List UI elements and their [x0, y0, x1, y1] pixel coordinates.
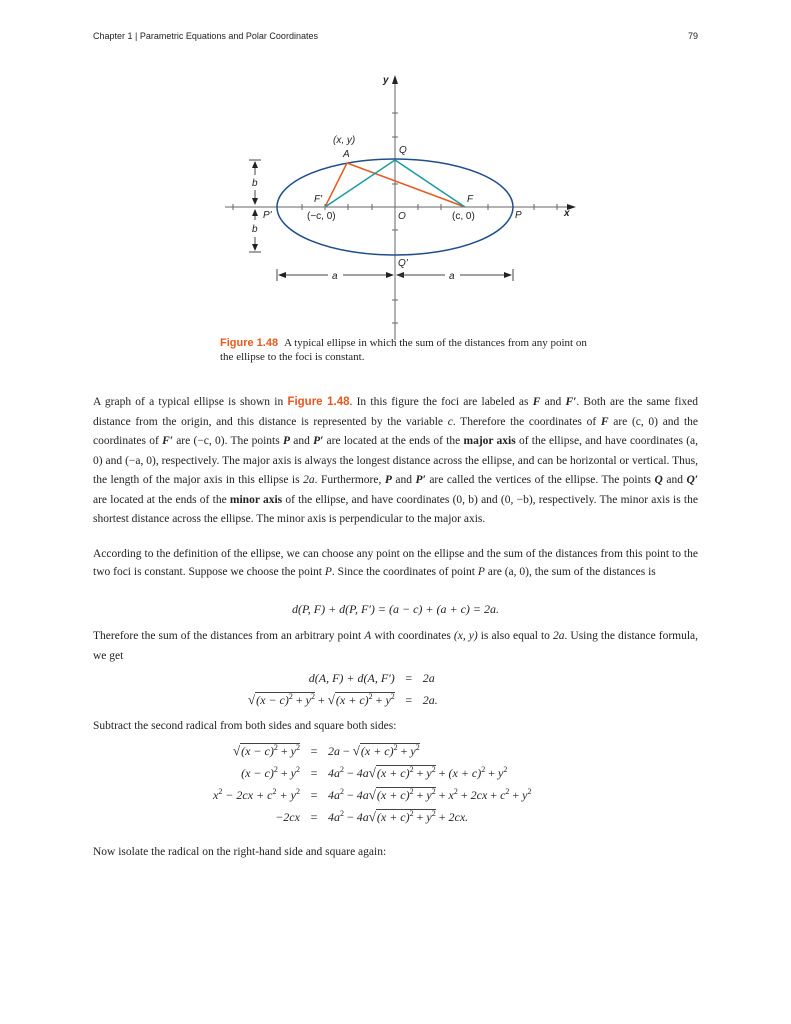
focus-f-coords-label: (c, 0) [452, 211, 475, 222]
vertex-p-prime-label: P' [263, 210, 272, 221]
figure-caption [220, 336, 600, 364]
point-q-label: Q [399, 145, 407, 156]
y-axis-label: y [383, 75, 389, 86]
figure-label: Figure 1.48 [220, 337, 279, 349]
semi-minor-bottom-label: b [252, 224, 258, 235]
term-major-axis: major axis [463, 435, 516, 447]
point-q-prime-label: Q' [398, 258, 408, 269]
origin-label: O [398, 211, 406, 222]
paragraph-subtract-radical: Subtract the second radical from both sides and square both sides: [93, 720, 397, 732]
paragraph-isolate-radical: Now isolate the radical on the right-hand side and square again: [93, 846, 387, 858]
x-axis-label: x [564, 208, 570, 219]
vertex-p-label: P [515, 210, 522, 221]
focus-f-prime-label: F' [314, 194, 323, 205]
focus-f-label: F [467, 194, 474, 205]
paragraph-ellipse-description: A graph of a typical ellipse is shown in Figure 1.48. In this figure the foci are labeled as F and F′. Both are the same fixed distance from the origin, and this distance is represented by the variable c. Therefore the coordinates of F are (c, 0) and the coordinates of F′ are (−c, 0). The points P and P′ are located at the ends of the major axis of the ellipse, and have coordinates (a, 0) and (−a, 0), respectively. The major axis is always the longest distance across the ellipse, and can be horizontal or vertical. Thus, the length of the major axis in this ellipse is 2a. Furthermore, P and P′ are called the vertices of the ellipse. The points Q and Q′ are located at the ends of the minor axis of the ellipse, and have coordinates (0, b) and (0, −b), respectively. The minor axis is the shortest distance across the ellipse. The minor axis is perpendicular to the major axis. [93, 396, 699, 525]
paragraph-definition: According to the definition of the ellipse, we can choose any point on the ellipse and the sum of the distances from this point to the two foci is constant. Suppose we choose the point P. Since the coordinates of point P are (a, 0), the sum of the distances is [93, 548, 698, 578]
page-number: 79 [687, 31, 698, 41]
y-axis-arrow-icon [392, 75, 398, 84]
figure-reference-link[interactable]: Figure 1.48 [287, 396, 350, 408]
term-minor-axis: minor axis [229, 493, 283, 506]
point-a-coords-label: (x, y) [333, 135, 356, 146]
caption-text: A typical ellipse in which the sum of the distances from any point on the ellipse to the foci is constant. [220, 337, 587, 363]
equation-sum-distances-p: d(P, F) + d(P, F′) = (a − c) + (a + c) = 2a. [291, 602, 500, 616]
paragraph-arbitrary-point: Therefore the sum of the distances from an arbitrary point A with coordinates (x, y) is also equal to 2a. Using the distance formula, we get [93, 630, 699, 662]
semi-major-left-label: a [332, 271, 338, 282]
chapter-title: Chapter 1 | Parametric Equations and Polar Coordinates [93, 31, 318, 41]
semi-minor-top-label: b [252, 178, 258, 189]
point-a-label: A [343, 149, 350, 160]
equation-squaring-steps: $√(x - c)^2 + y^2$ = $2a - √(x + c)^2 + y^2$ $(x - c)^2 + y^2$ = $4a^2 - 4a√(x + c)^2 + y^2 + (x + c)^2 + y^2$ $x^2 - 2cx + c^2 + y^2$ = $4a^2 - 4a√(x + c)^2 + y^2 + x^2 + 2cx + c^2 + y^2$ −2cx = $4a^2 - 4a√(x + c)^2 + y^2 + 2cx$. [213, 743, 532, 824]
semi-major-right-label: a [449, 271, 455, 282]
ellipse-figure [0, 0, 791, 340]
focus-f-prime-coords-label: (−c, 0) [307, 211, 336, 222]
equation-distance-formula: d(A, F) + d(A, F′) = 2a $√(x - c)^2 + y^2 + √(x + c)^2 + y^2$ = 2a. [248, 670, 438, 707]
